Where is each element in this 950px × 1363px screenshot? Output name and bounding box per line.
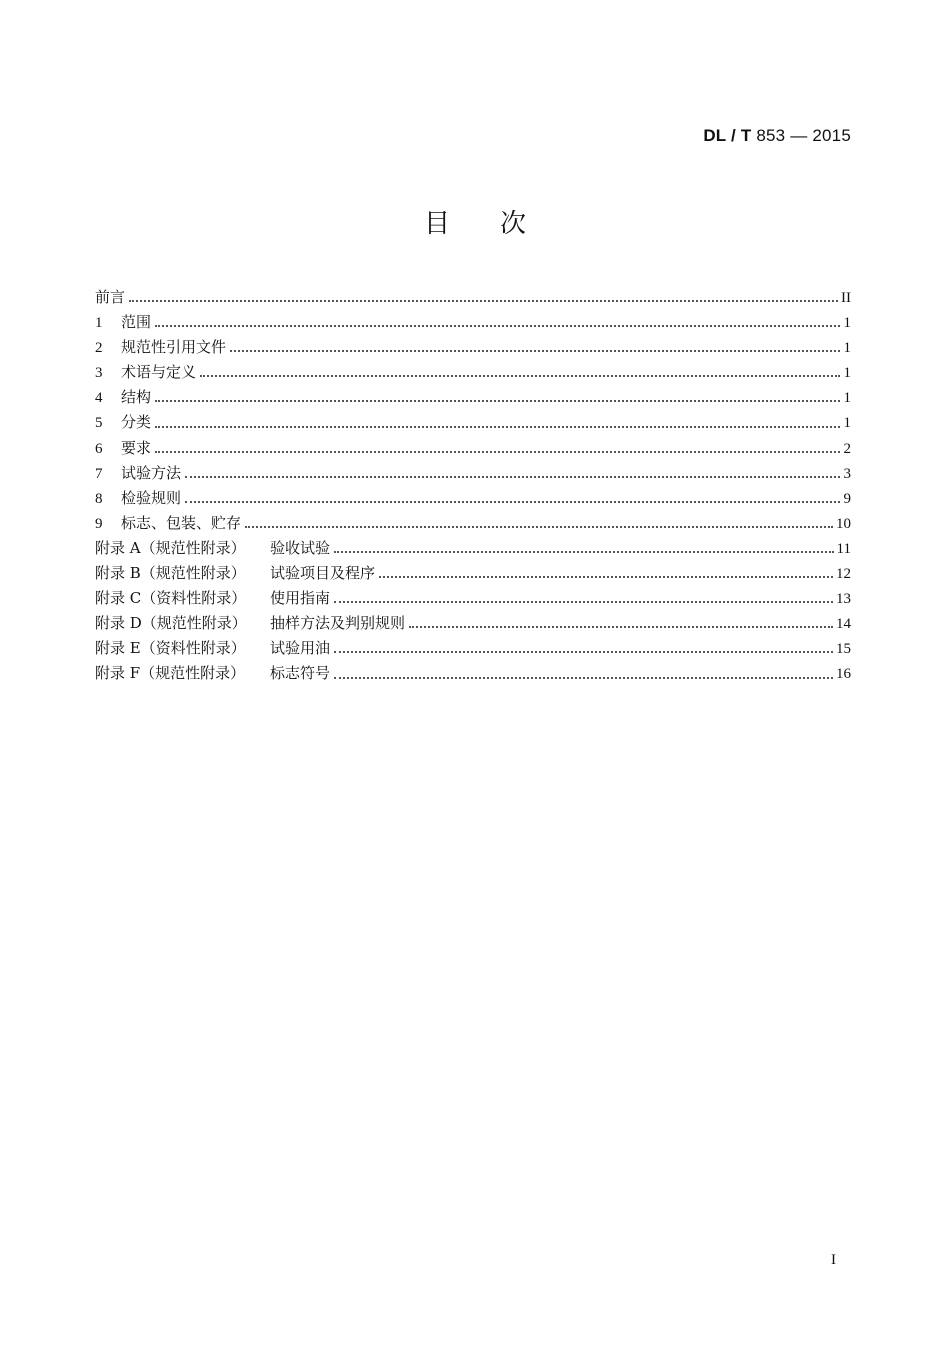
toc-entry-appendix-label: 附录 B（规范性附录） bbox=[95, 564, 246, 583]
toc-entry-page: 3 bbox=[843, 465, 851, 482]
toc-entry-title: 验收试验 bbox=[270, 538, 331, 557]
toc-entry[interactable] bbox=[95, 310, 851, 335]
toc-entry[interactable] bbox=[95, 486, 851, 511]
toc-entry-number: 5 bbox=[95, 415, 103, 432]
toc-entry-title: 范围 bbox=[121, 313, 152, 332]
toc-entry-title: 试验用油 bbox=[270, 639, 331, 658]
toc-entry-page: 10 bbox=[836, 515, 851, 532]
toc-entry-title: 分类 bbox=[121, 413, 152, 432]
toc-entry-title: 试验项目及程序 bbox=[270, 564, 376, 583]
toc-entry[interactable] bbox=[95, 436, 851, 461]
table-of-contents bbox=[95, 285, 851, 687]
toc-entry-title: 结构 bbox=[121, 388, 152, 407]
toc-entry-number: 9 bbox=[95, 515, 103, 532]
toc-entry[interactable] bbox=[95, 410, 851, 435]
toc-leader-dots bbox=[334, 667, 833, 679]
toc-entry-page: II bbox=[841, 290, 851, 306]
toc-entry-number: 3 bbox=[95, 365, 103, 382]
page-number: I bbox=[831, 1252, 836, 1268]
toc-entry-page: 9 bbox=[843, 490, 851, 507]
toc-entry-appendix-label: 附录 A（规范性附录） bbox=[95, 538, 246, 557]
toc-leader-dots bbox=[155, 441, 840, 453]
toc-leader-dots bbox=[334, 641, 833, 653]
toc-entry-page: 2 bbox=[843, 440, 851, 457]
toc-leader-dots bbox=[129, 290, 838, 302]
toc-entry[interactable] bbox=[95, 285, 851, 310]
toc-entry-page: 11 bbox=[836, 540, 851, 557]
toc-entry-title: 标志符号 bbox=[270, 664, 331, 683]
toc-leader-dots bbox=[185, 491, 840, 503]
toc-entry-page: 15 bbox=[836, 641, 851, 658]
toc-entry-page: 1 bbox=[843, 340, 851, 357]
toc-leader-dots bbox=[334, 591, 833, 603]
toc-leader-dots bbox=[379, 566, 833, 578]
toc-entry-title: 使用指南 bbox=[270, 589, 331, 608]
toc-leader-dots bbox=[409, 616, 833, 628]
toc-entry-page: 12 bbox=[836, 566, 851, 583]
toc-entry[interactable] bbox=[95, 661, 851, 686]
toc-entry-number: 7 bbox=[95, 465, 103, 482]
toc-entry-page: 13 bbox=[836, 591, 851, 608]
toc-entry-number: 1 bbox=[95, 315, 103, 332]
toc-entry-number: 6 bbox=[95, 440, 103, 457]
toc-entry-number: 2 bbox=[95, 340, 103, 357]
toc-entry-page: 1 bbox=[843, 315, 851, 332]
toc-leader-dots bbox=[230, 340, 840, 352]
toc-entry-title: 术语与定义 bbox=[121, 363, 197, 382]
toc-entry-appendix-label: 附录 F（规范性附录） bbox=[95, 664, 246, 683]
toc-entry-title: 要求 bbox=[121, 438, 152, 457]
toc-entry[interactable] bbox=[95, 360, 851, 385]
toc-entry-page: 1 bbox=[843, 390, 851, 407]
toc-leader-dots bbox=[185, 466, 840, 478]
toc-entry[interactable] bbox=[95, 385, 851, 410]
toc-entry-number: 4 bbox=[95, 390, 103, 407]
toc-entry-page: 1 bbox=[843, 415, 851, 432]
document-code-prefix: DL / T bbox=[703, 126, 752, 145]
toc-entry-appendix-label: 附录 D（规范性附录） bbox=[95, 614, 247, 633]
toc-entry-title: 前言 bbox=[95, 288, 126, 306]
toc-leader-dots bbox=[200, 365, 840, 377]
toc-entry-appendix-label: 附录 E（资料性附录） bbox=[95, 639, 246, 658]
toc-leader-dots bbox=[334, 541, 834, 553]
toc-entry[interactable] bbox=[95, 611, 851, 636]
toc-entry[interactable] bbox=[95, 335, 851, 360]
page-title: 目次 bbox=[423, 209, 576, 239]
toc-leader-dots bbox=[155, 416, 840, 428]
toc-entry[interactable] bbox=[95, 636, 851, 661]
document-code-number: 853 — 2015 bbox=[751, 126, 851, 145]
toc-entry-number: 8 bbox=[95, 490, 103, 507]
toc-entry-page: 16 bbox=[836, 666, 851, 683]
toc-entry[interactable] bbox=[95, 511, 851, 536]
toc-entry-title: 检验规则 bbox=[121, 488, 182, 507]
toc-entry-page: 14 bbox=[836, 616, 851, 633]
toc-entry[interactable] bbox=[95, 461, 851, 486]
toc-entry-title: 试验方法 bbox=[121, 463, 182, 482]
toc-leader-dots bbox=[245, 516, 833, 528]
toc-entry-title: 标志、包装、贮存 bbox=[121, 513, 242, 532]
toc-entry-page: 1 bbox=[843, 365, 851, 382]
toc-entry[interactable] bbox=[95, 586, 851, 611]
toc-entry[interactable] bbox=[95, 536, 851, 561]
toc-leader-dots bbox=[155, 315, 840, 327]
toc-entry-title: 抽样方法及判别规则 bbox=[270, 614, 406, 633]
toc-entry-title: 规范性引用文件 bbox=[121, 338, 227, 357]
toc-leader-dots bbox=[155, 390, 840, 402]
toc-entry[interactable] bbox=[95, 561, 851, 586]
document-code bbox=[703, 126, 851, 146]
toc-entry-appendix-label: 附录 C（资料性附录） bbox=[95, 589, 247, 608]
